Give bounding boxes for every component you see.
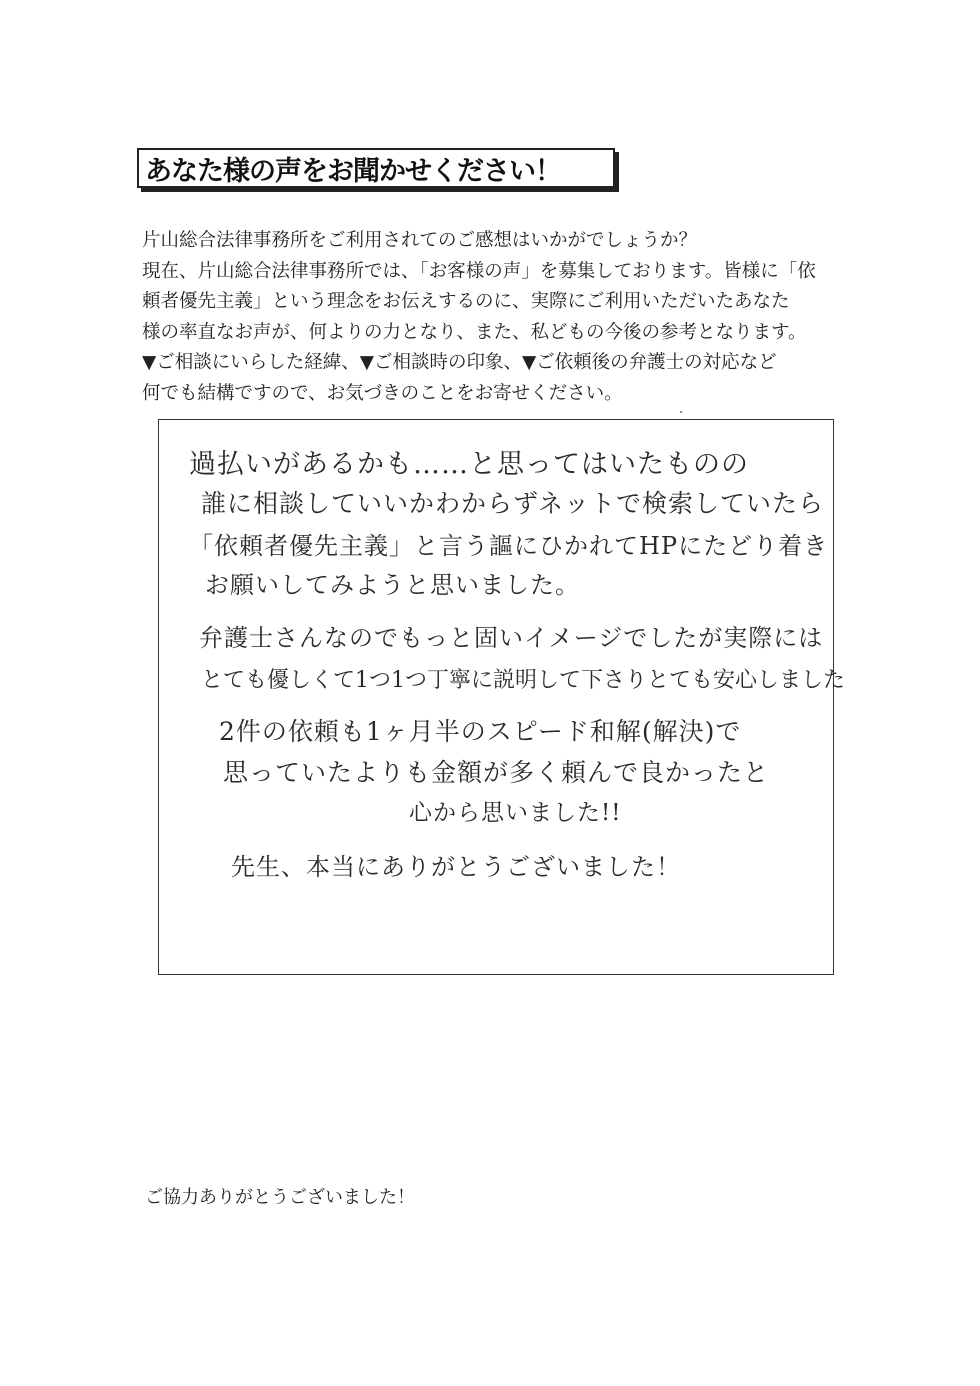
intro-line: 片山総合法律事務所をご利用されてのご感想はいかがでしょうか？ — [142, 230, 698, 251]
page-title: あなた様の声をお聞かせください！ — [145, 155, 561, 187]
closing-text: ご協力ありがとうございました！ — [145, 1187, 415, 1208]
handwritten-line: お願いしてみようと思いました。 — [205, 571, 580, 599]
answer-box — [158, 419, 845, 975]
handwritten-line: とても優しくて1つ1つ丁寧に説明して下さりとても安心しました — [201, 668, 845, 693]
handwritten-line: 心から思いました!! — [409, 800, 622, 826]
handwritten-line: 思っていたよりも金額が多く頼んで良かったと — [223, 758, 770, 787]
handwritten-line: 先生、本当にありがとうございました！ — [231, 853, 681, 881]
handwritten-line: 過払いがあるかも……と思ってはいたものの — [189, 449, 749, 480]
intro-line: 何でも結構ですので、お気づきのことをお寄せください。 — [142, 382, 623, 404]
intro-line: 頼者優先主義」という理念をお伝えするのに、実際にご利用いただいたあなた — [142, 291, 790, 312]
handwritten-line: 2件の依頼も1ヶ月半のスピード和解(解決)で — [219, 717, 742, 746]
handwritten-line: 弁護士さんなのでもっと固いイメージでしたが実際には — [199, 624, 824, 652]
scan-speck — [680, 411, 682, 413]
heading-box — [137, 148, 615, 188]
intro-paragraph — [142, 226, 862, 409]
intro-line: 現在、片山総合法律事務所では、「お客様の声」を募集しております。皆様に「依 — [142, 260, 816, 282]
handwritten-line: 「依頼者優先主義」と言う謳にひかれてHPにたどり着き — [189, 532, 829, 560]
intro-line: 様の率直なお声が、何よりの力となり、また、私どもの今後の参考となります。 — [142, 321, 807, 343]
intro-line: ▼ご相談にいらした経緯、▼ご相談時の印象、▼ご依頼後の弁護士の対応など — [142, 352, 777, 373]
handwritten-line: 誰に相談していいかわからずネットで検索していたら — [201, 489, 825, 518]
